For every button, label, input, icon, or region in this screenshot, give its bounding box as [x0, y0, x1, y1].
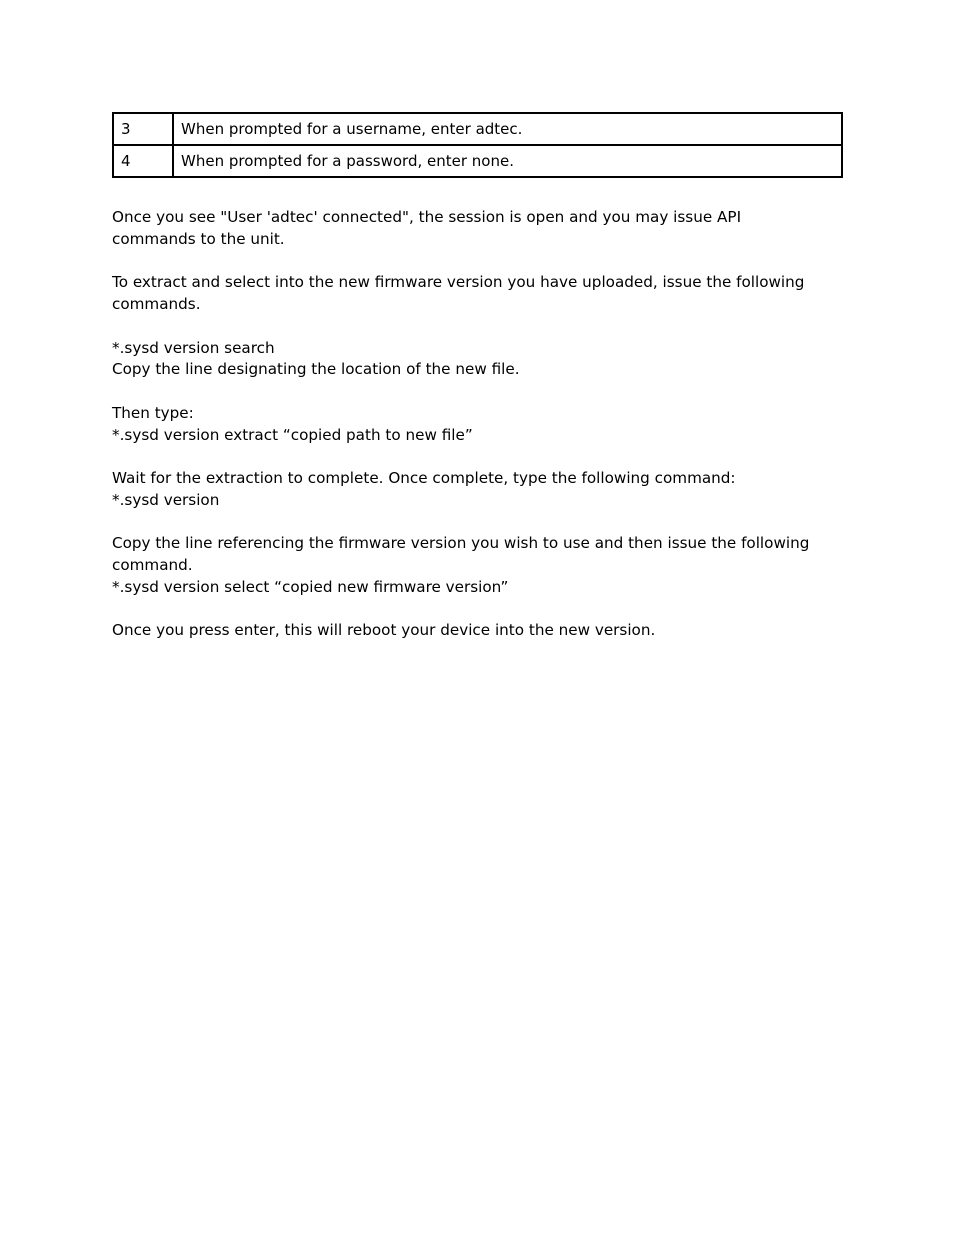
paragraph-line: Wait for the extraction to complete. Once complete, type the following command: [112, 469, 736, 487]
step-number: 4 [113, 145, 173, 177]
paragraph-line: Copy the line designating the location of the new file. [112, 360, 520, 378]
paragraph-line: Then type: [112, 404, 194, 422]
paragraph-line: command. [112, 556, 193, 574]
table-row [113, 145, 842, 177]
command-line: *.sysd version select “copied new firmware version” [112, 578, 509, 596]
step-text: When prompted for a password, enter none. [173, 145, 842, 177]
paragraph-line: Once you press enter, this will reboot your device into the new version. [112, 621, 656, 639]
steps-table [112, 112, 843, 178]
paragraph-line: To extract and select into the new firmware version you have uploaded, issue the following [112, 273, 805, 291]
command-line: *.sysd version extract “copied path to new file” [112, 426, 473, 444]
paragraph-line: commands to the unit. [112, 230, 285, 248]
command-line: *.sysd version search [112, 339, 275, 357]
step-text: When prompted for a username, enter adtec. [173, 113, 842, 145]
step-number: 3 [113, 113, 173, 145]
table-row [113, 113, 842, 145]
paragraph-line: Once you see "User 'adtec' connected", the session is open and you may issue API [112, 208, 742, 226]
paragraph-line: Copy the line referencing the firmware version you wish to use and then issue the following [112, 534, 810, 552]
paragraph-line: commands. [112, 295, 201, 313]
command-line: *.sysd version [112, 491, 220, 509]
